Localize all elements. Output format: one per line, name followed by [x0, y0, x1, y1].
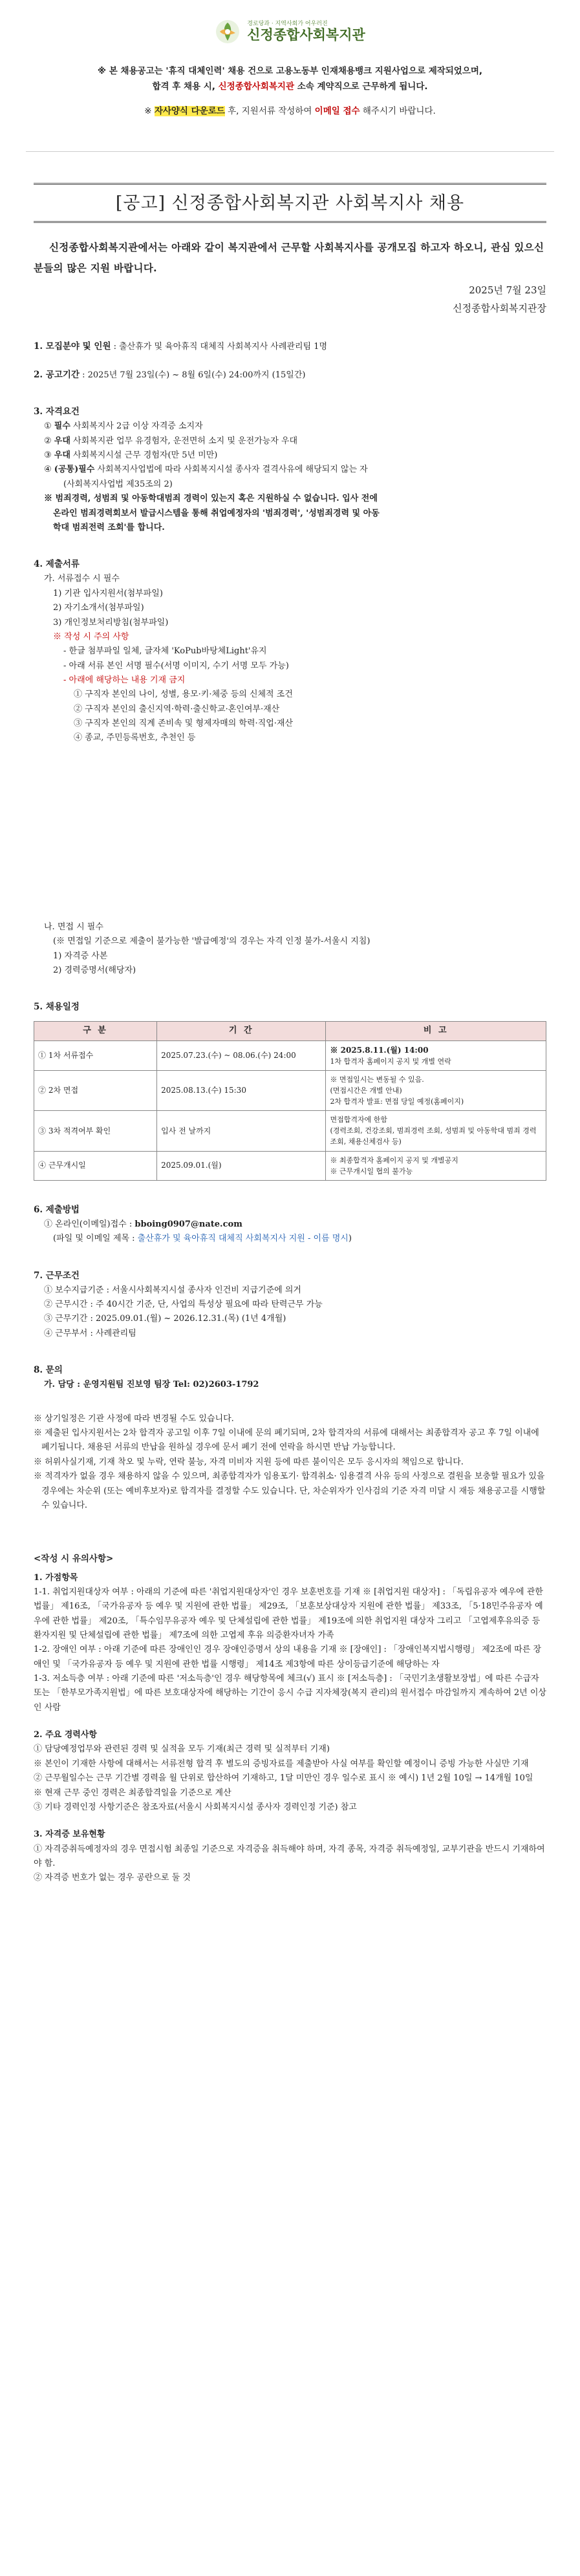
caution-signature: - 아래 서류 본인 서명 필수(서명 이미지, 수기 서명 모두 가능) — [63, 660, 289, 671]
condition-period: ③ 근무기간 : 2025.09.01.(월) ~ 2026.12.31.(목) (1년 4개월) — [44, 1314, 286, 1324]
guide-item: ② 근무월일수는 근무 기간별 경력을 월 단위로 합산하여 기재하고, 1달 미만인 경우 일수로 표시 ※ 예시) 1년 2월 10일 → 14개월 10일 — [34, 1773, 533, 1784]
condition-department: ④ 근무부서 : 사례관리팀 — [44, 1328, 136, 1338]
guide-title: <작성 시 유의사항> — [34, 1554, 114, 1565]
guide-item: ① 자격증취득예정자의 경우 면접시험 최종일 기준으로 자격증을 취득해야 하며, 자격 종목, 자격증 취득예정일, 교부기관을 반드시 기재하여야 함. — [34, 1844, 545, 1868]
guide-item: 1-2. 장애인 여부 : 아래 기준에 따른 장애인인 경우 장애인증명서 상의 내용을 기재 ※ [장애인] : 「장애인복지법시행령」 제2조에 따른 장애인 및 「국가유공자 등 예우 및 지원에 관한 법률 시행령」 제14조 제3항에 따른 상이등급기준에 해당하는 자 — [34, 1645, 542, 1669]
header-note: 비 고 — [326, 1022, 546, 1040]
section-contact: 8. 문의 가. 담당 : 운영지원팀 진보영 팀장 Tel: 02)2603-1792 — [34, 1363, 546, 1393]
page-title: [공고] 신정종합사회복지관 사회복지사 채용 — [34, 183, 546, 223]
prohibited-item-4: ④ 종교, 주민등록번호, 추천인 등 — [74, 733, 196, 743]
guide-item: ※ 본인이 기재한 사항에 대해서는 서류전형 합격 후 별도의 증빙자료를 제출받아 사실 여부를 확인할 예정이니 증빙 가능한 사실만 기재 — [34, 1758, 529, 1769]
footnote: ※ 적격자가 없을 경우 채용하지 않을 수 있으며, 최종합격자가 임용포기· 합격취소· 임용결격 사유 등의 사정으로 결원을 보충할 필요가 있을 경우에는 차순위 (또는 예비후보자)로 합격자를 결정할 수도 있습니다. 단, 차순위자가 인사검의 기준 자격 미달 시 재등 채용공고를 시행할 수 있습니다. — [34, 1472, 546, 1510]
caution-prohibited: - 아래에 해당하는 내용 기재 금지 — [63, 675, 186, 685]
qualification-2: ② 우대 사회복지관 업무 유경험자, 운전면허 소지 및 운전가능자 우대 — [44, 436, 298, 446]
guide-heading-license: 3. 자격증 보유현황 — [34, 1830, 105, 1840]
writing-guide — [34, 1552, 546, 1885]
prohibited-item-3: ③ 구직자 본인의 직계 존비속 및 형제자매의 학력·직업·재산 — [74, 719, 294, 729]
table-row: ③ 3차 적격여부 확인 입사 전 날까지 면접합격자에 한함 (경력조회, 건강조회, 범죄경력 조회, 성범죄 및 아동학대 범죄 경력조회, 채용신체검사 등) — [34, 1111, 546, 1151]
table-row: ④ 근무개시일 2025.09.01.(월) ※ 최종합격자 홈페이지 공지 및 개별공지 ※ 근무개시일 협의 불가능 — [34, 1151, 546, 1180]
documents-application: 가. 서류접수 시 필수 — [44, 574, 120, 584]
guide-item: 1-3. 저소득층 여부 : 아래 기준에 따른 '저소득층'인 경우 해당항목에 체크(√) 표시 ※ [저소득층] : 「국민기초생활보장법」에 따른 수급자 또는 「한부모가족지원법」에 따른 보호대상자에 해당하는 기간이 응시 수급 지자체장(복지 관리)의 원서접수 마감일까지 계속하여 2년 이상인 사람 — [34, 1674, 546, 1713]
section-announce-period: 2. 공고기간 : 2025년 7월 23일(수) ~ 8월 6일(수) 24:00까지 (15일간) — [34, 369, 306, 380]
footnote: ※ 제출된 입사지원서는 2차 합격자 공고일 이후 7일 이내에 문의 폐기되며, 2차 합격자의 서류에 대해서는 최종합격자 공고 후 7일 이내에 폐기됩니다. 채용된 서류의 반납을 원하실 경우에 문서 폐기 전에 연락을 하시면 반납 가능합니다. — [34, 1428, 539, 1453]
doc-privacy-policy: 3) 개인정보처리방침(첨부파일) — [53, 617, 169, 628]
doc-application-form: 1) 기관 입사지원서(첨부파일) — [53, 588, 163, 598]
caution-heading: ※ 작성 시 주의 사항 — [53, 631, 129, 642]
guide-heading-bonus: 1. 가점항목 — [34, 1572, 78, 1583]
notice-line-3: ※ 자사양식 다운로드 후, 지원서류 작성하여 이메일 접수 해주시기 바랍니다. — [144, 106, 436, 116]
guide-heading-career: 2. 주요 경력사항 — [34, 1730, 97, 1740]
qualification-4-law: (사회복지사업법 제35조의 2) — [63, 479, 173, 489]
qualification-1: ① 필수 사회복지사 2급 이상 자격증 소지자 — [44, 421, 203, 432]
section-qualifications: 3. 자격요건 ① 필수 사회복지사 2급 이상 자격증 소지자 ② 우대 사회복지관 업무 유경험자, 운전면허 소지 및 운전가능자 우대 ③ 우대 사회복지시설 근무 경험자(만 5년 미만) ④ (공통)필수 사회복지사업법에 따라 사회복지시설 종사자 결격사유에 해당되지 않는 자 (사회복지사업법 제35조의 2) ※ 범죄경력, 성범죄 및 아동학대범죄 경력이 있는지 혹은 지원하실 수 없습니다. 입사 전에 온라인 범죄경력회보서 발급시스템을 통해 취업예정자의 '범죄경력', '성범죄경력 및 아동 학대 범죄전력 조회'를 합니다. — [34, 405, 546, 535]
doc-self-intro: 2) 자기소개서(첨부파일) — [53, 603, 144, 613]
section-submission-method: 6. 제출방법 ① 온라인(이메일)접수 : bboing0907@nate.com (파일 및 이메일 제목 : 출산휴가 및 육아휴직 대체직 사회복지사 지원 - 이름 명시) — [34, 1203, 546, 1247]
footnote: ※ 허위사실기재, 기재 착오 및 누락, 연락 불능, 자격 미비자 지원 등에 따른 불이익은 모두 응시자의 책임으로 합니다. — [34, 1457, 464, 1467]
guide-item: ① 담당예정업무와 관련된 경력 및 실적을 모두 기재(최근 경력 및 실적부터 기재) — [34, 1744, 330, 1755]
section-schedule: 5. 채용일정 구 분 기 간 비 고 ① 1차 서류접수 2025.07.23.(수) ~ 08.06.(수) 24:00 ※ 2025.8.11.(월) 14:00 1차 합격자 홈페이지 공지 및 개별 연락 ② 2차 면접 2025.08.13.(수) 15:30 ※ 면접일시는 변동될 수 있음. (면접시간은 개별 안내) 2차 합격자 발표: 면접 당일 예정(홈페이지) ③ 3차 적격여부 확인 입사 전 날까지 면접합격자에 한함 (경력조회, 건강조회, 범죄경력 조회, 성범죄 및 아동학대 범죄 경력조회, 채용신체검사 등) ④ 근무개시일 2025.09.01.(월) ※ 최종합격자 홈페이지 공지 및 개별공지 ※ 근무개시일 협의 불가능 — [34, 1000, 546, 1180]
intro-paragraph: 신정종합사회복지관에서는 아래와 같이 복지관에서 근무할 사회복지사를 공개모집 하고자 하오니, 관심 있으신 분들의 많은 지원 바랍니다. — [34, 241, 544, 275]
logo-title: 신정종합사회복지관 — [247, 27, 365, 43]
email-subject-rule: (파일 및 이메일 제목 : 출산휴가 및 육아휴직 대체직 사회복지사 지원 - 이름 명시) — [53, 1234, 352, 1244]
page-header — [0, 0, 580, 63]
schedule-table — [34, 1021, 546, 1180]
guide-item: ※ 현재 근무 중인 경력은 최종합격일을 기준으로 계산 — [34, 1788, 231, 1798]
prohibited-item-1: ① 구직자 본인의 나이, 성별, 용모·키·체중 등의 신체적 조건 — [74, 690, 293, 700]
guide-item: ② 자격증 번호가 없는 경우 공란으로 둘 것 — [34, 1873, 191, 1883]
header-step: 구 분 — [34, 1022, 157, 1040]
recruitment-notice — [0, 63, 580, 119]
logo-subtitle: 경로당과 · 지역사회가 어우러진 — [247, 20, 328, 27]
schedule-header-row — [34, 1022, 546, 1040]
intro-date: 2025년 7월 23일 — [469, 284, 546, 297]
caution-font: - 한글 첨부파일 일체, 글자체 'KoPub바탕체Light'유지 — [63, 646, 267, 657]
doc-license-copy: 1) 자격증 사본 — [53, 951, 108, 961]
criminal-record-note: ※ 범죄경력, 성범죄 및 아동학대범죄 경력이 있는지 혹은 지원하실 수 없습니다. 입사 전에 온라인 범죄경력회보서 발급시스템을 통해 취업예정자의 '범죄경력', '성범죄경력 및 아동 학대 범죄전력 조회'를 합니다. — [44, 494, 380, 533]
prohibited-item-2: ② 구직자 본인의 출신지역·학력·출신학교·혼인여부·재산 — [74, 704, 280, 714]
section-documents: 4. 제출서류 가. 서류접수 시 필수 1) 기관 입사지원서(첨부파일) 2) 자기소개서(첨부파일) 3) 개인정보처리방침(첨부파일) ※ 작성 시 주의 사항 - 한글 첨부파일 일체, 글자체 'KoPub바탕체Light'유지 - 아래 서류 본인 서명 필수(서명 이미지, 수기 서명 모두 가능) - 아래에 해당하는 내용 기재 금지 ① 구직자 본인의 나이, 성별, 용모·키·체중 등의 신체적 조건 ② 구직자 본인의 출신지역·학력·출신학교·혼인여부·재산 ③ 구직자 본인의 직계 존비속 및 형제자매의 학력·직업·재산 ④ 종교, 주민등록번호, 추천인 등 나. 면접 시 필수 (※ 면접일 기준으로 제출이 불가능한 '발급예정'의 경우는 자격 인정 불가-서울시 지침) 1) 자격증 사본 2) 경력증명서(해당자) — [34, 557, 546, 978]
documents-interview: 나. 면접 시 필수 — [44, 922, 103, 932]
intro-organization: 신정종합사회복지관장 — [453, 302, 546, 315]
contact-person: 가. 담당 : 운영지원팀 진보영 팀장 Tel: 02)2603-1792 — [44, 1380, 259, 1390]
guide-item: ③ 기타 경력인정 사항기준은 참조자료(서울시 사회복지시설 종사자 경력인정 기준) 참고 — [34, 1802, 357, 1812]
doc-career-certificate: 2) 경력증명서(해당자) — [53, 965, 136, 975]
footnote: ※ 상기일정은 기관 사정에 따라 변경될 수도 있습니다. — [34, 1413, 234, 1424]
qualification-3: ③ 우대 사회복지시설 근무 경험자(만 5년 미만) — [44, 450, 218, 461]
guide-item: 1-1. 취업지원대상자 여부 : 아래의 기준에 따른 '취업지원대상자'인 경우 보훈번호를 기재 ※ [취업지원 대상자] : 「독립유공자 예우에 관한 법률」 제16조, 「국가유공자 등 예우 및 지원에 관한 법률」 제29조, 「보훈보상대상자 지원에 관한 법률」 제33조, 「5·18민주유공자 예우에 관한 법률」 제20조, 「특수임무유공자 예우 및 단체설립에 관한 법률」 제19조에 의한 취업지원 대상자 그리고 「고엽제후유의증 등 환자지원 및 단체설립에 관한 법률」 제7조에 의한 고엽제 후유 의증환자녀자 가족 — [34, 1587, 543, 1640]
qualification-4: ④ (공통)필수 사회복지사업법에 따라 사회복지시설 종사자 결격사유에 해당되지 않는 자 — [44, 465, 368, 475]
table-row: ② 2차 면접 2025.08.13.(수) 15:30 ※ 면접일시는 변동될 수 있음. (면접시간은 개별 안내) 2차 합격자 발표: 면접 당일 예정(홈페이지) — [34, 1071, 546, 1111]
notice-line-1: ※ 본 채용공고는 '휴직 대체인력' 채용 건으로 고용노동부 인재채용뱅크 지원사업으로 제작되었으며, — [97, 66, 483, 76]
notice-line-2: 합격 후 채용 시, 신정종합사회복지관 소속 계약직으로 근무하게 됩니다. — [152, 81, 428, 92]
interview-doc-note: (※ 면접일 기준으로 제출이 불가능한 '발급예정'의 경우는 자격 인정 불가-서울시 지침) — [53, 936, 371, 947]
table-row: ① 1차 서류접수 2025.07.23.(수) ~ 08.06.(수) 24:00 ※ 2025.8.11.(월) 14:00 1차 합격자 홈페이지 공지 및 개별 연락 — [34, 1040, 546, 1071]
email-address-link[interactable]: bboing0907@nate.com — [134, 1219, 242, 1229]
section-work-conditions: 7. 근무조건 ① 보수지급기준 : 서울시사회복지시설 종사자 인건비 지급기준에 의거 ② 근무시간 : 주 40시간 기준, 단, 사업의 특성상 필요에 따라 탄력근무 가능 ③ 근무기간 : 2025.09.01.(월) ~ 2026.12.31.(목) (1년 4개월) ④ 근무부서 : 사례관리팀 — [34, 1269, 546, 1342]
footnotes — [34, 1412, 546, 1514]
condition-salary: ① 보수지급기준 : 서울시사회복지시설 종사자 인건비 지급기준에 의거 — [44, 1285, 301, 1295]
section-divider — [26, 151, 554, 152]
section-recruit-field: 1. 모집분야 및 인원 : 출산휴가 및 육아휴직 대체직 사회복지사 사례관리팀 1명 — [34, 341, 328, 352]
welfare-center-logo-icon — [215, 19, 241, 45]
condition-hours: ② 근무시간 : 주 40시간 기준, 단, 사업의 특성상 필요에 따라 탄력근무 가능 — [44, 1300, 323, 1310]
header-period: 기 간 — [157, 1022, 326, 1040]
